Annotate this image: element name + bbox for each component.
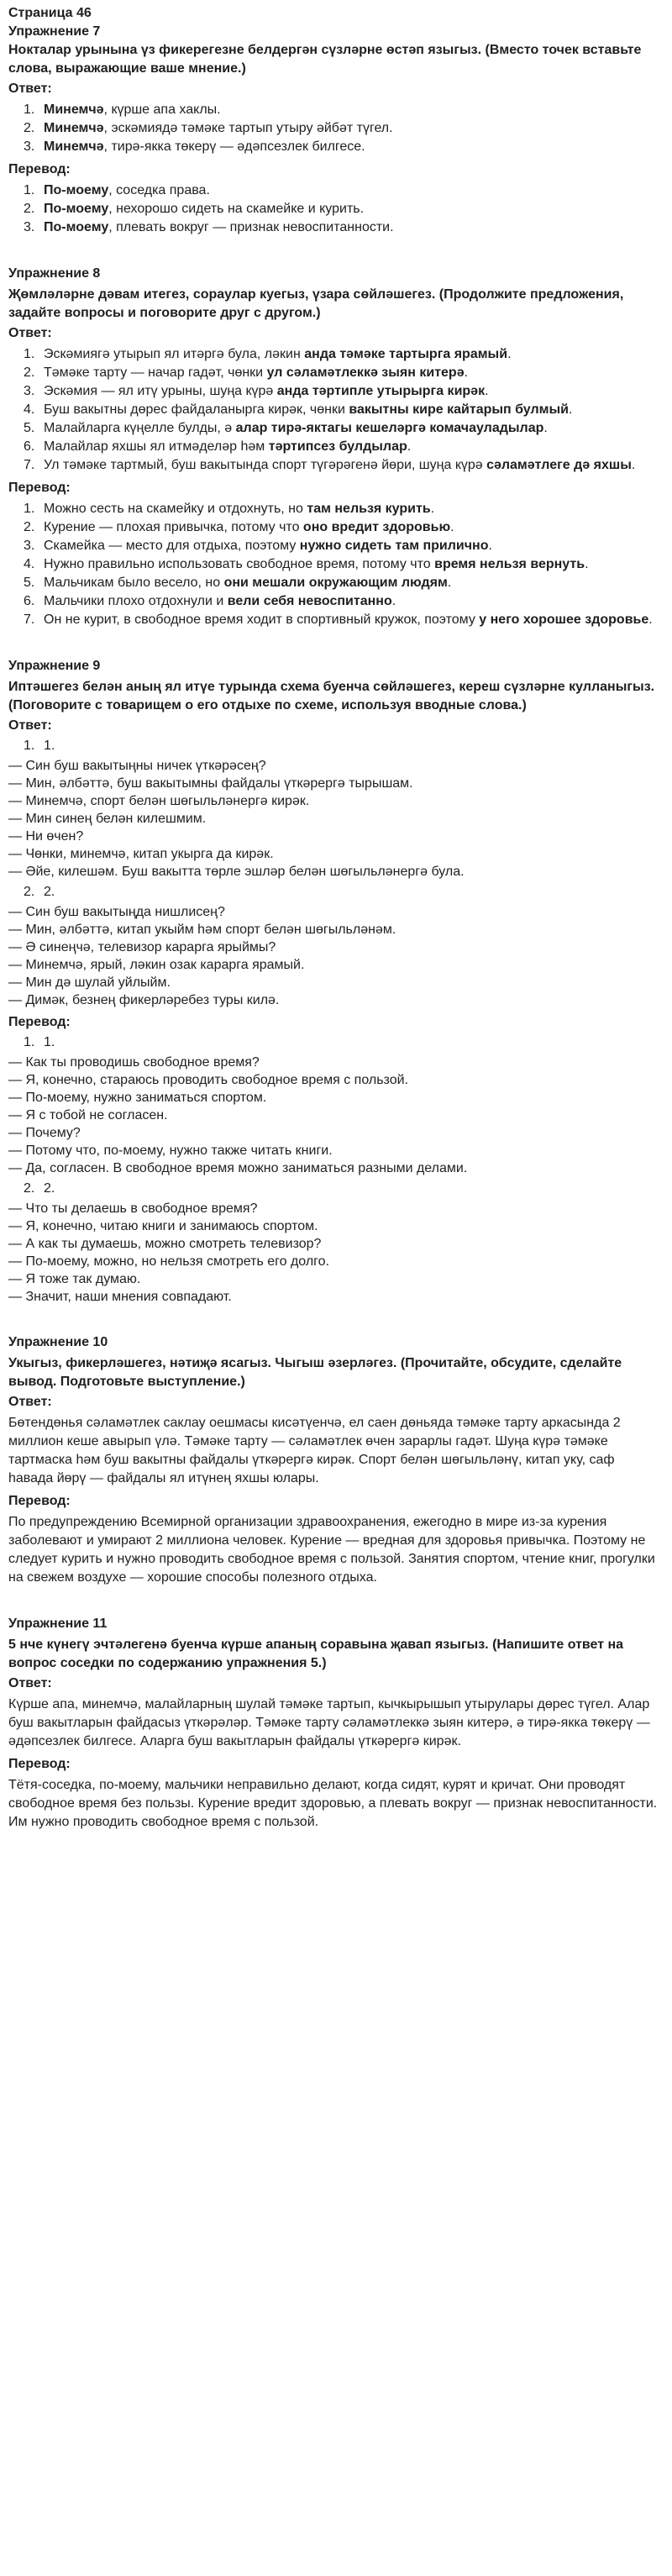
translation-label: Перевод: [8, 162, 71, 176]
dialog-number: 1. 1. [24, 739, 55, 753]
list-item: 2. Курение — плохая привычка, потому что оно вредит здоровью. [24, 520, 454, 534]
list-item: 3. По-моему, плевать вокруг — признак невоспитанности. [24, 220, 394, 234]
exercise-8-task: Җөмләләрне дәвам итегез, сораулар куегыз, үзара сөйләшегез. (Продолжите предложения, задайте вопросы и поговорите друг с другом.) [8, 287, 624, 320]
exercise-8-answer-list [8, 345, 660, 475]
list-item: 4. Буш вакытны дөрес файдаланырга кирәк, чөнки вакытны кире кайтарып булмый. [24, 402, 573, 417]
dialog-number: 1. 1. [24, 1035, 55, 1049]
dialog-line: — Потому что, по-моему, нужно также читать книги. [8, 1143, 333, 1158]
dialog-number: 2. 2. [24, 885, 55, 899]
exercise-7-title: Упражнение 7 [8, 24, 101, 39]
list-item: 3. Скамейка — место для отдыха, поэтому нужно сидеть там прилично. [24, 539, 492, 553]
answer-label: Ответ: [8, 326, 52, 340]
dialog-line: — Почему? [8, 1126, 81, 1140]
list-item: 7. Он не курит, в свободное время ходит в спортивный кружок, поэтому у него хорошее здоровье. [24, 612, 653, 627]
dialog-line: — Да, согласен. В свободное время можно заниматься разными делами. [8, 1161, 468, 1175]
dialog-line: — А как ты думаешь, можно смотреть телевизор? [8, 1237, 322, 1251]
exercise-8-translation-list [8, 500, 660, 629]
exercise-7-translation-list [8, 181, 660, 237]
exercise-7-task: Нокталар урынына үз фикерегезне белдергән сүзләрне өстәп языгыз. (Вместо точек вставьте слова, выражающие ваше мнение.) [8, 43, 642, 76]
translation-label: Перевод: [8, 1494, 71, 1508]
dialog-number: 2. 2. [24, 1181, 55, 1196]
dialog-line: — Чөнки, минемчә, китап укырга да кирәк. [8, 847, 274, 861]
list-item: 4. Нужно правильно использовать свободное время, потому что время нельзя вернуть. [24, 557, 589, 571]
dialog-line: — Мин, әлбәттә, буш вакытымны файдалы үткәрергә тырышам. [8, 776, 413, 791]
exercise-10-task: Укыгыз, фикерләшегез, нәтиҗә ясагыз. Чыгыш әзерләгез. (Прочитайте, обсудите, сделайте вывод. Подготовьте выступление.) [8, 1356, 622, 1389]
exercise-9-answer-dialog-1 [8, 757, 660, 881]
list-item: 2. Минемчә, эскәмиядә тәмәке тартып утыру әйбәт түгел. [24, 121, 393, 135]
list-item: 1. По-моему, соседка права. [24, 183, 210, 197]
exercise-10-answer-text: Бөтендөнья сәламәтлек саклау оешмасы кисәтүенчә, ел саен дөньяда тәмәке тарту аркасында 2 миллион кеше авырып үлә. Тәмәке тарту — сәламәтлек өчен зарарлы гадәт. Шуңа күрә тәмәке тартмаска һәм буш вакытны файдалы үткәрергә кирәк. Спорт белән шөгыльләнү, китап уку, саф һавада йөрү — файдалы ял итүнең яхшы юлары. [8, 1416, 621, 1485]
dialog-line: — Ә синеңчә, телевизор карарга ярыймы? [8, 940, 276, 954]
exercise-10-title: Упражнение 10 [8, 1335, 108, 1349]
exercise-9-translation-dialog-2 [8, 1200, 660, 1306]
answer-label: Ответ: [8, 1395, 52, 1409]
dialog-line: — Ни өчен? [8, 829, 84, 844]
list-item: 6. Мальчики плохо отдохнули и вели себя невоспитанно. [24, 594, 396, 608]
list-item: 5. Мальчикам было весело, но они мешали окружающим людям. [24, 576, 452, 590]
exercise-10-translation-text: По предупреждению Всемирной организации здравоохранения, ежегодно в мире из-за курения заболевают и умирают 2 миллиона человек. Курение — вредная для здоровья привычка. Поэтому не следует курить и нужно проводить свободное время с пользой. Занятия спортом, чтение книг, прогулки на свежем воздухе — хорошие способы полезного отдыха. [8, 1515, 655, 1585]
dialog-line: — Син буш вакытыңда нишлисең? [8, 905, 225, 919]
dialog-line: — По-моему, нужно заниматься спортом. [8, 1091, 267, 1105]
exercise-11-answer-text: Күрше апа, минемчә, малайларның шулай тәмәке тартып, кычкырышып утырулары дөрес түгел. Алар буш вакытларын файдасыз үткәрәләр. Тәмәке тарту сәламәтлеккә зыян китерә, ә тирә-якка төкерү — әдәпсезлек билгесе. Аларга буш вакытларын файдалы үткәрергә кирәк. [8, 1697, 650, 1748]
dialog-line: — По-моему, можно, но нельзя смотреть его долго. [8, 1254, 330, 1269]
page-title: Страница 46 [8, 6, 92, 20]
list-item: 2. По-моему, нехорошо сидеть на скамейке и курить. [24, 202, 365, 216]
exercise-7 [8, 24, 660, 237]
dialog-line: — Значит, наши мнения совпадают. [8, 1290, 232, 1304]
dialog-line: — Мин синең белән килешмим. [8, 812, 207, 826]
translation-label: Перевод: [8, 1015, 71, 1029]
exercise-10 [8, 1334, 660, 1587]
dialog-line: — Я, конечно, читаю книги и занимаюсь спортом. [8, 1219, 318, 1233]
exercise-9-translation-dialog-1 [8, 1054, 660, 1177]
dialog-line: — Я с тобой не согласен. [8, 1108, 168, 1122]
list-item: 1. Эскәмиягә утырып ял итәргә була, ләкин анда тәмәке тартырга ярамый. [24, 347, 512, 361]
list-item: 1. Минемчә, күрше апа хаклы. [24, 103, 221, 117]
list-item: 5. Малайларга күңелле булды, ә алар тирә-яктагы кешеләргә комачауладылар. [24, 421, 548, 435]
list-item: 2. Тәмәке тарту — начар гадәт, чөнки ул сәламәтлеккә зыян китерә. [24, 365, 469, 380]
answer-label: Ответ: [8, 81, 52, 96]
dialog-line: — Минемчә, спорт белән шөгыльләнергә кирәк. [8, 794, 310, 808]
translation-label: Перевод: [8, 481, 71, 495]
list-item: 3. Минемчә, тирә-якка төкерү — әдәпсезлек билгесе. [24, 139, 365, 154]
exercise-9-title: Упражнение 9 [8, 659, 101, 673]
dialog-line: — Я тоже так думаю. [8, 1272, 141, 1286]
exercise-8-title: Упражнение 8 [8, 266, 101, 281]
exercise-9 [8, 658, 660, 1306]
exercise-11-translation-text: Тётя-соседка, по-моему, мальчики неправильно делают, когда сидят, курят и кричат. Они проводят свободное время без пользы. Курение вредит здоровью, а плевать вокруг — признак невоспитанности. Им нужно проводить свободное время с пользой. [8, 1778, 658, 1829]
dialog-line: — Как ты проводишь свободное время? [8, 1055, 260, 1070]
dialog-line: — Димәк, безнең фикерләребез туры килә. [8, 993, 280, 1007]
dialog-line: — Что ты делаешь в свободное время? [8, 1201, 258, 1216]
answer-label: Ответ: [8, 718, 52, 733]
dialog-line: — Я, конечно, стараюсь проводить свободное время с пользой. [8, 1073, 408, 1087]
dialog-line: — Син буш вакытыңны ничек үткәрәсең? [8, 759, 266, 773]
list-item: 3. Эскәмия — ял итү урыны, шуңа күрә анда тәртипле утырырга кирәк. [24, 384, 489, 398]
exercise-11 [8, 1616, 660, 1832]
dialog-line: — Мин, әлбәттә, китап укыйм һәм спорт белән шөгыльләнәм. [8, 923, 396, 937]
list-item: 1. Можно сесть на скамейку и отдохнуть, но там нельзя курить. [24, 502, 435, 516]
list-item: 6. Малайлар яхшы ял итмәделәр һәм тәртипсез булдылар. [24, 439, 412, 454]
translation-label: Перевод: [8, 1757, 71, 1771]
list-item: 7. Ул тәмәке тартмый, буш вакытында спорт түгәрәгенә йөри, шуңа күрә сәламәтлеге дә яхшы. [24, 458, 636, 472]
exercise-11-task: 5 нче күнегү эчтәлегенә буенча күрше апаның соравына җавап языгыз. (Напишите ответ на вопрос соседки по содержанию упражнения 5.) [8, 1638, 624, 1670]
dialog-line: — Мин дә шулай уйлыйм. [8, 975, 171, 990]
answer-label: Ответ: [8, 1676, 52, 1690]
exercise-11-title: Упражнение 11 [8, 1617, 108, 1631]
exercise-7-answer-list [8, 101, 660, 156]
exercise-8 [8, 265, 660, 629]
dialog-line: — Минемчә, ярый, ләкин озак карарга ярамый. [8, 958, 305, 972]
exercise-9-answer-dialog-2 [8, 903, 660, 1009]
dialog-line: — Әйе, килешәм. Буш вакытта төрле эшләр белән шөгыльләнергә була. [8, 865, 465, 879]
exercise-9-task: Иптәшегез белән аның ял итүе турында схема буенча сөйләшегез, кереш сүзләрне кулланыгыз. (Поговорите с товарищем о его отдыхе по схеме, используя вводные слова.) [8, 680, 655, 712]
